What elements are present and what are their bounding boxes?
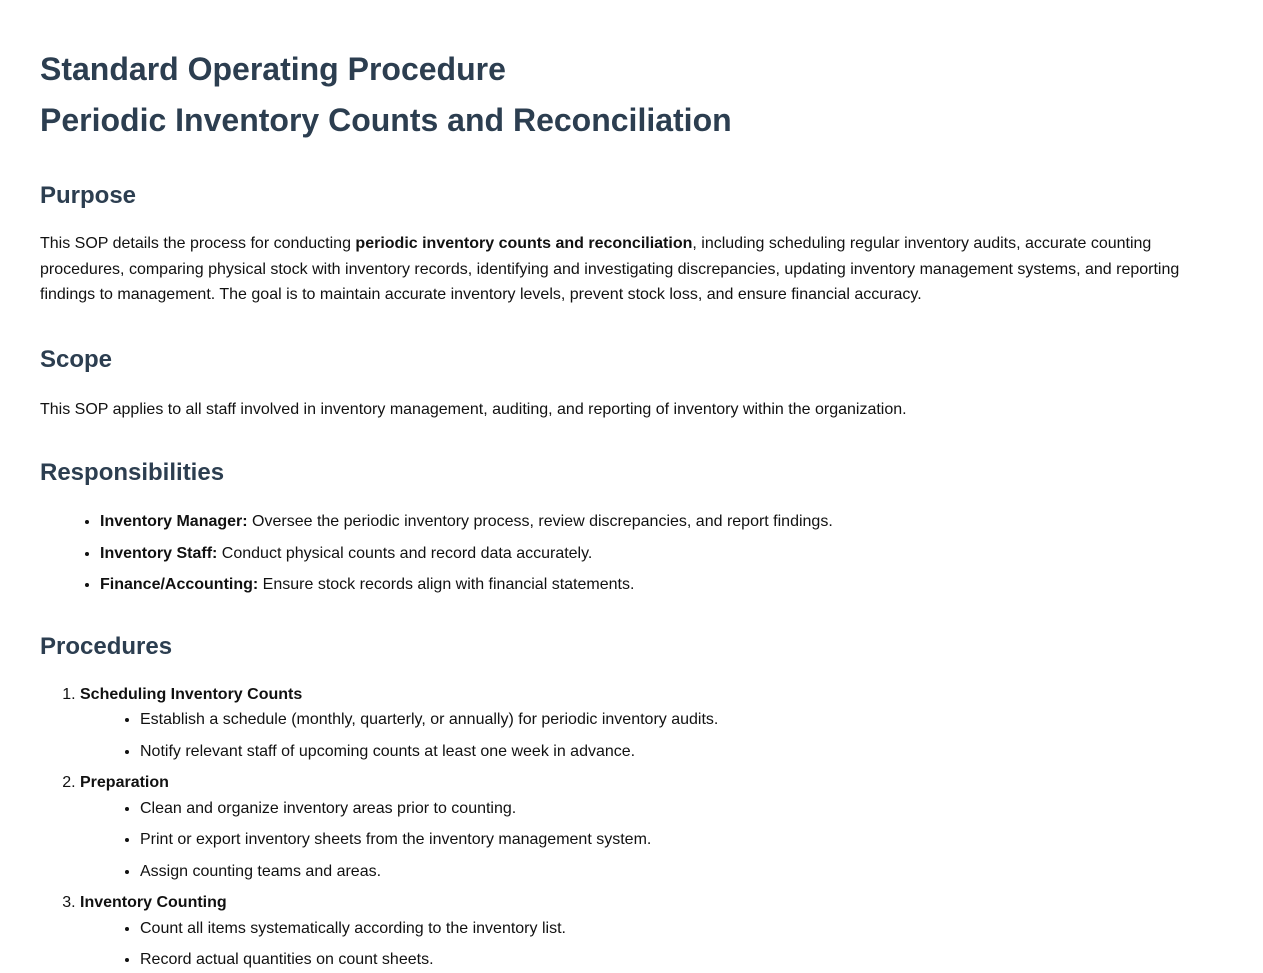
procedure-step — [80, 890, 1223, 973]
procedures-section — [40, 631, 1223, 973]
list-item: • Assign counting teams and areas. — [140, 859, 1223, 885]
procedure-step-title: Preparation — [80, 774, 169, 791]
scope-heading: Scope — [40, 345, 113, 373]
purpose-text-end: , including scheduling regular inventory audits, accurate counting procedures, comparing physical stock with inventory records, identifying and investigating discrepancies, updating inventory management systems, and reporting findings to management. The goal is to maintain accurate inventory levels, prevent stock loss, and ensure financial accuracy. — [40, 235, 1180, 303]
list-item: • Print or export inventory sheets from the inventory management system. — [140, 827, 1223, 853]
role-label: Inventory Manager: — [100, 513, 248, 530]
responsibilities-heading: Responsibilities — [40, 459, 225, 486]
procedures-list — [40, 682, 1223, 973]
list-item — [100, 541, 1223, 567]
list-item: • Count all items systematically according to the inventory list. — [140, 916, 1223, 942]
scope-paragraph: This SOP applies to all staff involved in inventory management, auditing, and reporting of inventory within the organization. — [40, 400, 907, 418]
list-item: • Clean and organize inventory areas prior to counting. — [140, 796, 1223, 822]
procedure-step-bullets — [80, 916, 1223, 973]
procedure-step-bullets — [80, 796, 1223, 885]
purpose-text-start: This SOP details the process for conducting — [40, 235, 356, 252]
procedure-step-title: Inventory Counting — [80, 894, 227, 911]
list-item — [100, 509, 1223, 535]
procedure-step-bullets — [80, 707, 1223, 764]
scope-section — [40, 344, 1223, 423]
list-item: • Record actual quantities on count sheets. — [140, 947, 1223, 973]
responsibilities-list — [40, 509, 1223, 598]
purpose-text-emphasis: periodic inventory counts and reconciliation — [355, 235, 693, 252]
role-label: Finance/Accounting: — [100, 576, 259, 593]
document-title-line-1: Standard Operating Procedure — [40, 51, 506, 87]
list-item: • Notify relevant staff of upcoming counts at least one week in advance. — [140, 739, 1223, 765]
procedures-heading: Procedures — [40, 632, 173, 660]
list-item: • Establish a schedule (monthly, quarterly, or annually) for periodic inventory audits. — [140, 707, 1223, 733]
document-title-line-2: Periodic Inventory Counts and Reconciliation — [40, 102, 732, 138]
procedure-step — [80, 770, 1223, 884]
responsibilities-section — [40, 457, 1223, 598]
role-label: Inventory Staff: — [100, 544, 218, 562]
list-item — [100, 572, 1223, 598]
procedure-step-title: Scheduling Inventory Counts — [80, 685, 303, 703]
role-description: Conduct physical counts and record data accurately. — [217, 544, 593, 562]
procedure-step — [80, 682, 1223, 765]
purpose-heading: Purpose — [40, 182, 137, 209]
purpose-section — [40, 180, 1223, 308]
role-description: Ensure stock records align with financial statements. — [258, 576, 635, 593]
role-description: Oversee the periodic inventory process, review discrepancies, and report findings. — [247, 513, 833, 530]
purpose-paragraph — [40, 231, 1223, 308]
